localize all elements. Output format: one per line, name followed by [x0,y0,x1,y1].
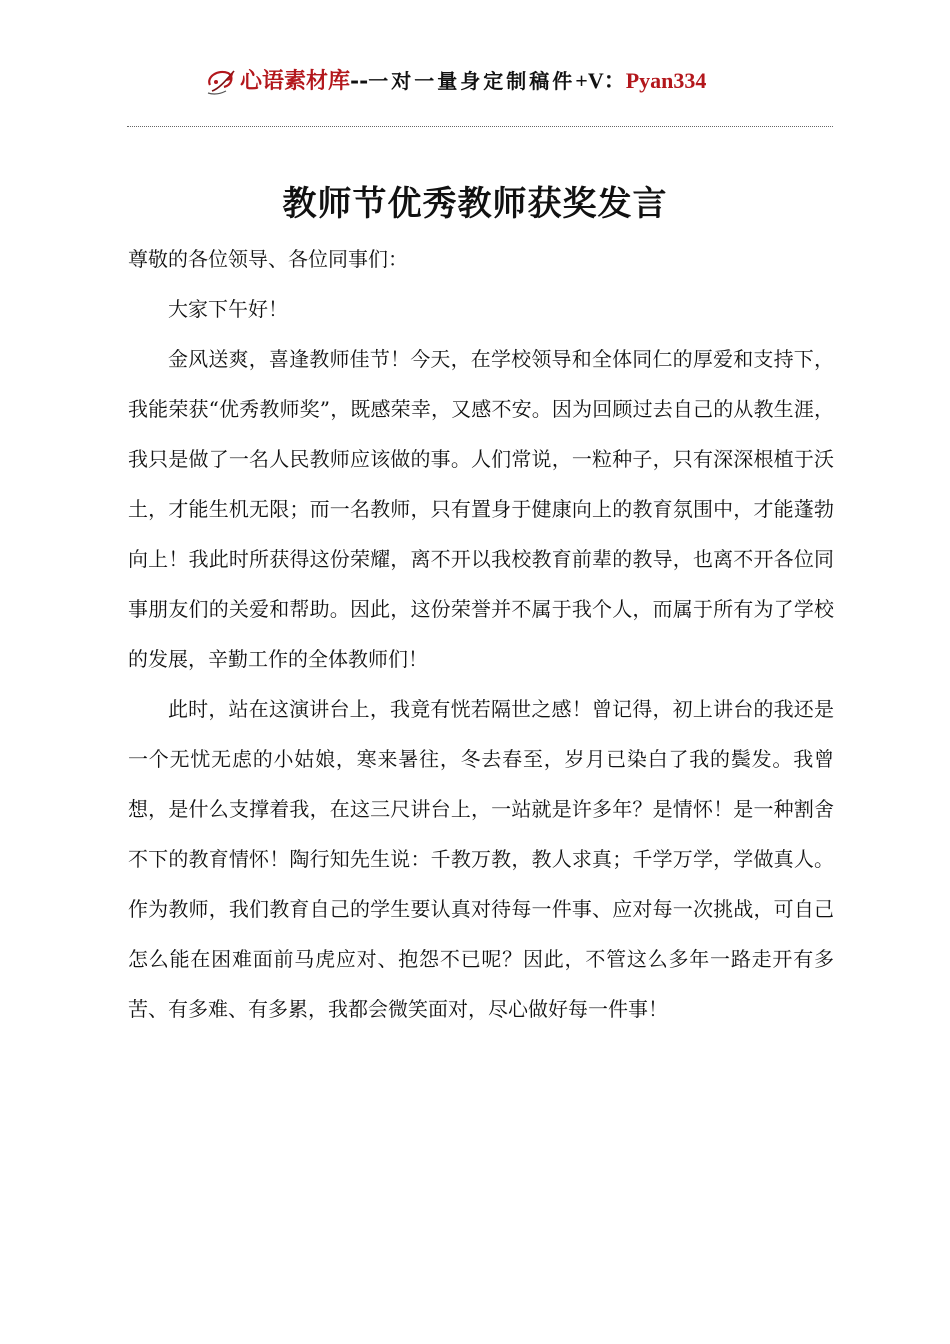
header-separator: -- [350,68,369,94]
document-body [128,234,834,1034]
brand-name: 心语素材库 [240,68,351,94]
salutation: 尊敬的各位领导、各位同事们： [128,247,408,271]
paragraph: 此时，站在这演讲台上，我竟有恍若隔世之感！曾记得，初上讲台的我还是一个无忧无虑的小姑娘，寒来暑往，冬去春至，岁月已染白了我的鬓发。我曾想，是什么支撑着我，在这三尺讲台上，一站就是许多年？是情怀！是一种割舍不下的教育情怀！陶行知先生说：千教万教，教人求真；千学万学，学做真人。作为教师，我们教育自己的学生要认真对待每一件事、应对每一次挑战，可自己怎么能在困难面前马虎应对、抱怨不已呢？因此，不管这么多年一路走开有多苦、有多难、有多累，我都会微笑面对，尽心做好每一件事！ [128,697,834,1021]
header-banner [204,64,706,99]
header-slogan: 一对一量身定制稿件 [368,69,576,93]
quill-pen-logo-icon [204,65,238,99]
contact-prefix: +V： [575,68,626,93]
page-header [0,58,950,108]
paragraph: 大家下午好！ [168,297,288,321]
document-title: 教师节优秀教师获奖发言 [282,184,668,224]
paragraph: 金风送爽，喜逢教师佳节！今天，在学校领导和全体同仁的厚爱和支持下，我能荣获“优秀教师奖”，既感荣幸，又感不安。因为回顾过去自己的从教生涯，我只是做了一名人民教师应该做的事。人们常说，一粒种子，只有深深根植于沃土，才能生机无限；而一名教师，只有置身于健康向上的教育氛围中，才能蓬勃向上！我此时所获得这份荣耀，离不开以我校教育前辈的教导，也离不开各位同事朋友们的关爱和帮助。因此，这份荣誉并不属于我个人，而属于所有为了学校的发展，辛勤工作的全体教师们！ [128,347,834,671]
contact-id: Pyan334 [625,68,707,93]
header-divider [127,126,833,127]
